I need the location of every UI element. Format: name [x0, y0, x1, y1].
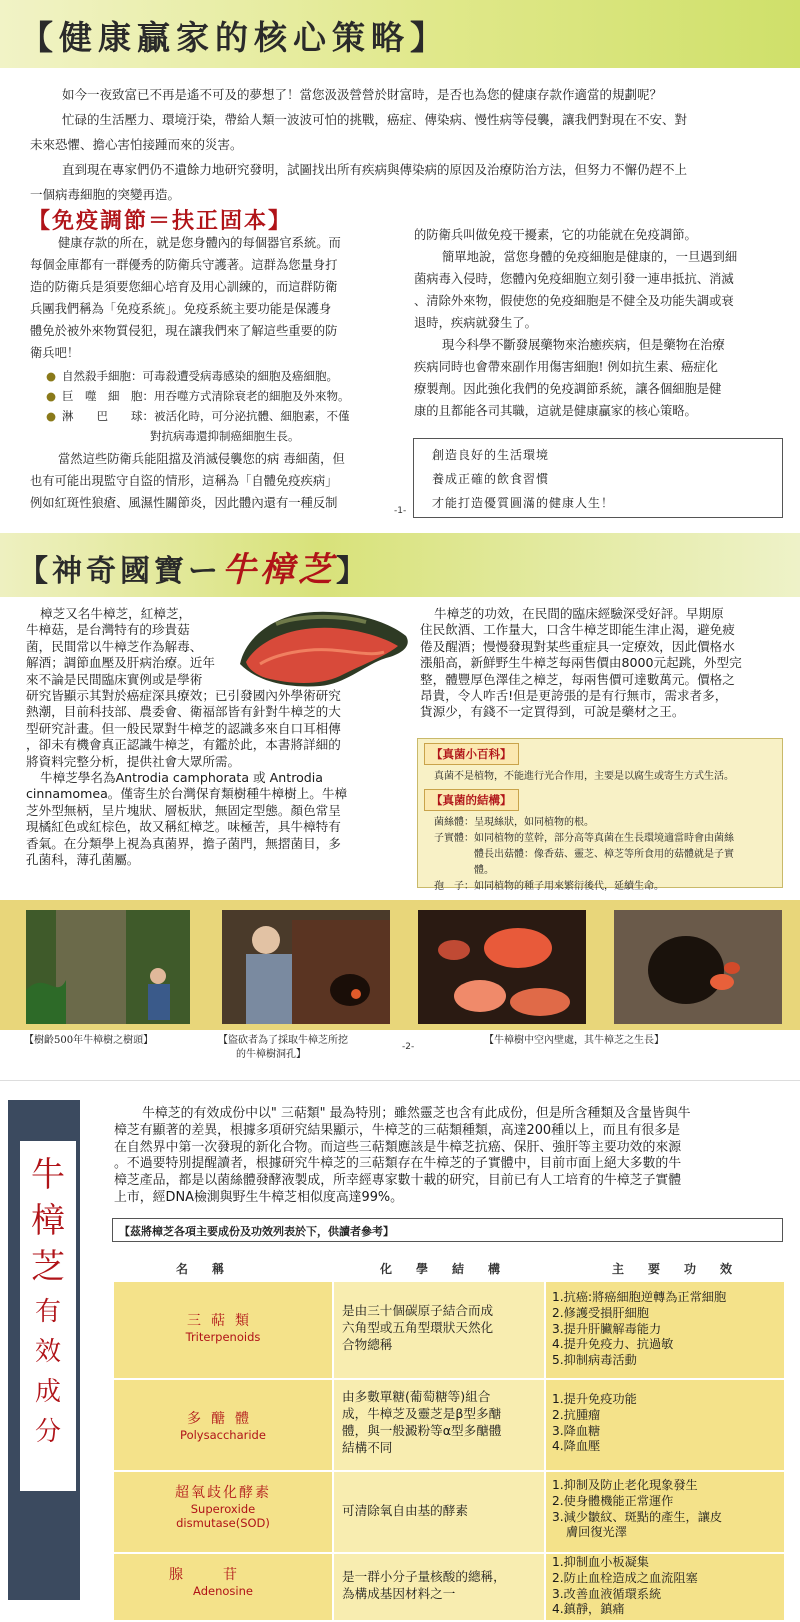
structure-cell: [334, 1554, 544, 1620]
effect-line: 4.鎮靜，鎮痛: [552, 1602, 625, 1617]
table-row: [114, 1282, 784, 1378]
section1-title: 【健康贏家的核心策略】: [20, 18, 449, 57]
right-col-line: 療製劑。因此強化我們的免疫調節系統，讓各個細胞是健: [414, 382, 722, 396]
component-name-en: Adenosine: [193, 1584, 253, 1598]
structure-line: 子實體：如同植物的莖幹，部分高等真菌在生長環境適當時會由菌絲: [434, 833, 734, 844]
s2-left-line: 樟芝又名牛樟芝，紅樟芝，: [40, 606, 192, 621]
s3-intro-line: 在自然界中第一次發現的新化合物。而這些三萜類應該是牛樟芝抗癌、保肝、強肝等主要功效的來源: [114, 1139, 682, 1155]
structure-line: 可清除氧自由基的酵素: [342, 1503, 468, 1518]
component-list-note: 【茲將樟芝各項主要成份及功效列表於下，供讀者參考】: [119, 1225, 394, 1238]
structure-line: 成，牛樟芝及靈芝是β型多醣: [342, 1406, 502, 1421]
section1-intro-cont: [30, 132, 782, 207]
s2-right-line: 倦及醒酒；慢慢發現對某些重症具一定療效，因此價格水: [420, 638, 735, 654]
left-col-line: 體免於被外來物質侵犯，現在讓我們來了解這些重要的防: [30, 324, 338, 338]
effect-line: 1.抑制及防止老化現象發生: [552, 1478, 698, 1492]
hollow-interior-photo: [614, 910, 782, 1024]
s2-left-line: 牛樟芝學名為Antrodia camphorata 或 Antrodia: [40, 770, 324, 786]
s2-left-line: ，卻未有機會真正認識牛樟芝，有鑑於此，本書將詳細的: [26, 737, 341, 753]
bullet-item: ● 自然殺手細胞：可毒殺遭受病毒感染的細胞及癌細胞。: [46, 369, 339, 383]
side-title-char: 成: [34, 1377, 61, 1407]
component-list-note-box: [112, 1218, 783, 1242]
intro-line: 忙碌的生活壓力、環境汙染，帶給人類一波波可怕的挑戰，癌症、傳染病、慢性病等侵襲，讓我們對現在不安、對: [62, 112, 688, 127]
left-tail-line: 當然這些防衛兵能阻擋及消滅侵襲您的病 毒細菌，但: [58, 452, 345, 466]
section2-title-prefix: 【神奇國寶ー: [18, 554, 222, 589]
effect-line: 2.使身體機能正常運作: [552, 1493, 674, 1508]
structure-line: 合物總稱: [342, 1337, 393, 1352]
s2-right-line: 昂貴，令人咋舌!但是更誇張的是有行無市，需求者多，: [420, 688, 728, 704]
bullet-item-cont: 對抗病毒還抑制癌細胞生長。: [150, 429, 300, 443]
structure-cell: [334, 1282, 544, 1378]
s2-right-line: 整，體豐厚色澤佳之樟芝，每兩售價可達數萬元。價格之: [420, 671, 735, 687]
right-col-line: 退時，疾病就發生了。: [414, 316, 537, 330]
structure-cell: [334, 1380, 544, 1470]
left-tail-line: 例如紅斑性狼瘡、風濕性關節炎，因此體內還有一種反制: [30, 496, 338, 510]
table-row: [114, 1380, 784, 1470]
encyclopedia-heading: 【真菌小百科】: [424, 743, 519, 765]
side-title-char: 有: [34, 1297, 61, 1327]
motto-line: 才能打造優質圓滿的健康人生！: [432, 496, 615, 510]
left-tail-line: 也有可能出現監守自盜的情形，這稱為「自體免疫疾病」: [30, 474, 338, 488]
structure-line: 六角型或五角型環狀天然化: [342, 1320, 494, 1335]
section1-subtitle: 【免疫調節＝扶正固本】: [28, 208, 293, 234]
side-title-char: 樟: [31, 1201, 65, 1241]
section1-intro: [62, 82, 782, 132]
s2-left-line: 解酒；調節血壓及肝病治療。近年: [26, 655, 215, 671]
s2-left-line: 現橘紅色或紅棕色，故又稱紅樟芝。味極苦，具牛樟特有: [26, 819, 341, 835]
s3-intro-line: 上市，經DNA檢測與野生牛樟芝相似度高達99%。: [114, 1189, 404, 1205]
effect-line: 膚回復光澤: [566, 1525, 627, 1540]
table-header-name: 名 稱: [176, 1262, 231, 1276]
effect-line: 4.降血壓: [552, 1439, 601, 1454]
side-title-char: 分: [34, 1417, 61, 1447]
left-col-line: 每個金庫都有一群優秀的防衛兵守護著。這群為您量身打: [30, 258, 338, 272]
effect-line: 1.抗癌:將癌細胞逆轉為正常細胞: [552, 1290, 727, 1304]
section1-left-tail: [30, 448, 400, 514]
table-header-structure: 化 學 結 構: [380, 1262, 507, 1276]
motto-line: 創造良好的生活環境: [432, 448, 550, 462]
fungus-encyclopedia-box: [417, 738, 783, 892]
section1-left-column: [30, 232, 400, 364]
effects-cell: [546, 1380, 784, 1470]
component-name-zh: 超氧歧化酵素: [175, 1485, 271, 1501]
component-name-cell: [114, 1554, 332, 1620]
effect-line: 1.抑制血小板凝集: [552, 1555, 649, 1569]
s2-left-line: 來不論是民間臨床實例或是學術: [26, 671, 203, 687]
effects-cell: [546, 1472, 784, 1552]
section2-title-highlight: 牛樟芝: [222, 550, 336, 590]
intro-line: 如今一夜致富已不再是遙不可及的夢想了！當您汲汲營營於財富時，是否也為您的健康存款作適當的規劃呢？: [62, 87, 663, 102]
structure-line: 孢 子：如同植物的種子用來繁衍後代，延續生命。: [434, 881, 664, 892]
component-name-en: Polysaccharide: [180, 1428, 266, 1442]
section2-left-column-bottom: [26, 688, 418, 868]
component-name-en: Superoxide: [190, 1502, 256, 1516]
page-number: -2-: [402, 1042, 415, 1052]
component-name-cell: [114, 1380, 332, 1470]
s2-left-line: 型研究計畫。但一般民眾對牛樟芝的認識多來自口耳相傳: [26, 720, 341, 736]
right-col-line: 、清除外來物，假使您的免疫細胞是不健全及功能失調或衰: [414, 294, 734, 308]
immune-cell-bullets: [46, 366, 402, 446]
effect-line: 2.抗腫瘤: [552, 1407, 601, 1422]
structure-line: 為構成基因材料之一: [342, 1586, 456, 1601]
s3-intro-line: 樟芝產品，都是以菌絲體發酵液製成，所幸經專家數十載的研究，目前已有人工培育的牛樟芝子實體: [114, 1173, 682, 1189]
section2-title-suffix: 】: [336, 554, 370, 589]
structure-line: 是由三十個碳原子結合而成: [342, 1303, 494, 1318]
structure-line: 體。: [434, 865, 494, 876]
effect-line: 3.提升肝臟解毒能力: [552, 1321, 662, 1336]
s2-right-line: 住民飲酒、工作量大，口含牛樟芝即能生津止渴，避免疲: [420, 622, 735, 638]
component-name-zh: 多醣體: [187, 1411, 259, 1427]
effects-cell: [546, 1554, 784, 1620]
s3-intro-line: 牛樟芝的有效成份中以" 三萜類" 最為特別；雖然靈芝也含有此成份，但是所含種類及含量皆與牛: [142, 1106, 691, 1121]
right-col-line: 簡單地說，當您身體的免疫細胞是健康的，一旦遇到細: [442, 250, 738, 264]
s3-intro-line: 樟芝有顯著的差異，根據多項研究結果顯示，牛樟芝的三萜類種類，高達200種以上，而且有很多是: [114, 1122, 681, 1138]
s2-right-line: 牛樟芝的功效，在民間的臨床經驗深受好評。早期原: [434, 606, 724, 621]
effect-line: 2.修護受損肝細胞: [552, 1305, 649, 1320]
structure-cell: [334, 1472, 544, 1552]
effect-line: 3.減少皺紋、斑點的產生，讓皮: [552, 1509, 723, 1524]
effect-line: 4.提升免疫力、抗過敏: [552, 1337, 674, 1352]
s2-left-line: 香氣。在分類學上視為真菌界，擔子菌門，無摺菌目，多: [26, 835, 341, 851]
section2-title: [18, 542, 370, 591]
component-name-en: Triterpenoids: [185, 1330, 261, 1344]
structure-heading: 【真菌的結構】: [424, 789, 519, 811]
bullet-dot-icon: ●: [46, 409, 57, 423]
side-title-char: 牛: [31, 1155, 65, 1195]
bullet-dot-icon: ●: [46, 389, 57, 403]
left-col-line: 健康存款的所在，就是您身體內的每個器官系統。而: [58, 236, 341, 250]
motto-box: [413, 438, 783, 518]
s2-left-line: 芝外型無柄，呈片塊狀、層板狀，無固定型態。顏色常呈: [26, 802, 341, 818]
structure-line: 由多數單糖(葡萄糖等)組合: [342, 1389, 491, 1404]
bullet-item: ● 淋 巴 球：被活化時，可分泌抗體、細胞素，不僅: [46, 409, 350, 423]
s2-left-line: 研究皆顯示其對於癌症深具療效；已引發國內外學術研究: [26, 688, 341, 703]
effect-line: 3.降血糖: [552, 1423, 601, 1438]
photo-caption: 【樹齡500年牛樟樹之樹頭】: [24, 1035, 154, 1046]
left-col-line: 衛兵吧！: [30, 346, 80, 360]
page-number: -1-: [394, 506, 407, 516]
encyclopedia-line: 真菌不是植物，不能進行光合作用，主要是以腐生或寄生方式生活。: [434, 771, 734, 782]
left-col-line: 造的防衛兵是須要您細心培育及用心訓練的，而這群防衛: [30, 280, 338, 294]
structure-line: 菌絲體：呈現絲狀，如同植物的根。: [434, 817, 594, 828]
right-col-line: 的防衛兵叫做免疫干擾素，它的功能就在免疫調節。: [414, 228, 697, 242]
structure-line: 體，與一般澱粉等α型多醣體: [342, 1423, 502, 1438]
photo-caption: 【牛樟樹中空內壁處，其牛樟芝之生長】: [484, 1035, 664, 1046]
effect-line: 1.提升免疫功能: [552, 1392, 637, 1406]
effect-line: 3.改善血液循環系統: [552, 1586, 662, 1601]
section3-intro: [114, 1106, 786, 1207]
photo-caption: 【盜砍者為了採取牛樟芝所挖: [218, 1035, 348, 1046]
photo-caption: 的牛樟樹洞孔】: [236, 1049, 306, 1060]
table-row: [114, 1472, 784, 1552]
intro-line: 一個病毒細胞的突變再造。: [30, 187, 181, 202]
left-col-line: 兵團我們稱為「免疫系統」。免疫系統主要功能是保護身: [30, 302, 332, 316]
table-header-effects: 主 要 功 效: [612, 1262, 739, 1276]
component-name-cell: [114, 1282, 332, 1378]
table-row: [114, 1554, 784, 1620]
component-name-cell: [114, 1472, 332, 1552]
effect-line: 2.防止血栓造成之血流阻塞: [552, 1570, 698, 1585]
side-title-char: 芝: [31, 1247, 65, 1287]
s3-intro-line: 。不過要特別提醒讀者，根據研究牛樟芝的三萜類存在牛樟芝的子實體中，目前市面上絕大多數的牛: [114, 1156, 682, 1172]
s2-left-line: 孔菌科，薄孔菌屬。: [26, 852, 140, 868]
camphor-mushroom-image: [236, 606, 414, 690]
right-col-line: 疾病同時也會帶來副作用傷害細胞! 例如抗生素、癌症化: [414, 360, 718, 374]
structure-line: 是一群小分子量核酸的總稱，: [342, 1569, 506, 1584]
structure-line: 體長出菇體：像香菇、靈芝、樟芝等所食用的菇體就是子實: [434, 849, 734, 860]
component-name-zh: 三萜類: [187, 1313, 259, 1329]
s2-right-line: 漲船高，新鮮野生牛樟芝每兩售價由8000元起跳，外型完: [420, 655, 742, 671]
s2-left-line: 牛樟菇，是台灣特有的珍貴菇: [26, 622, 190, 638]
right-col-line: 現今科學不斷發展藥物來治癒疾病，但是藥物在治療: [442, 338, 725, 352]
structure-line: 結構不同: [342, 1440, 393, 1455]
s2-left-line: 將資料完整分析，提供社會大眾所需。: [26, 753, 241, 769]
s2-right-line: 貨源少，有錢不一定買得到，可說是藥材之王。: [420, 704, 685, 720]
intro-line: 未來恐懼、擔心害怕接踵而來的災害。: [30, 137, 243, 152]
component-name-en: dismutase(SOD): [176, 1516, 270, 1530]
effect-line: 5.抑制病毒活動: [552, 1353, 637, 1368]
section2-right-column: [420, 606, 785, 721]
s2-left-line: cinnamomea。僅寄生於台灣保育類樹種牛樟樹上。牛樟: [26, 786, 348, 802]
effects-cell: [546, 1282, 784, 1378]
component-name-zh: 腺苷: [169, 1567, 277, 1583]
motto-line: 養成正確的飲食習慣: [432, 472, 550, 486]
right-col-line: 菌病毒入侵時，您體內免疫細胞立刻引發一連串抵抗、消滅: [414, 272, 734, 286]
tree-trunk-photo: [26, 910, 190, 1024]
side-title-char: 效: [34, 1337, 61, 1367]
s2-left-line: 菌，民間常以牛樟芝作為解毒、: [26, 638, 203, 654]
section2-left-column-top: [26, 606, 236, 688]
section1-right-column: [414, 224, 784, 422]
bullet-item: ● 巨 噬 細 胞：用吞噬方式清除衰老的細胞及外來物。: [46, 389, 350, 403]
section-divider: [0, 1080, 800, 1081]
s2-left-line: 熱潮，目前科技部、農委會、衛福部皆有針對牛樟芝的大: [26, 704, 341, 720]
mushroom-growth-photo: [418, 910, 586, 1024]
bullet-dot-icon: ●: [46, 369, 57, 383]
right-col-line: 康的且都能各司其職，這就是健康贏家的核心策略。: [414, 404, 697, 418]
side-title-panel: [20, 1138, 76, 1494]
tree-cavity-photo: [222, 910, 390, 1024]
intro-line: 直到現在專家們仍不遺餘力地研究發明，試圖找出所有疾病與傳染病的原因及治療防治方法，但努力不懈仍趕不上: [62, 162, 688, 177]
